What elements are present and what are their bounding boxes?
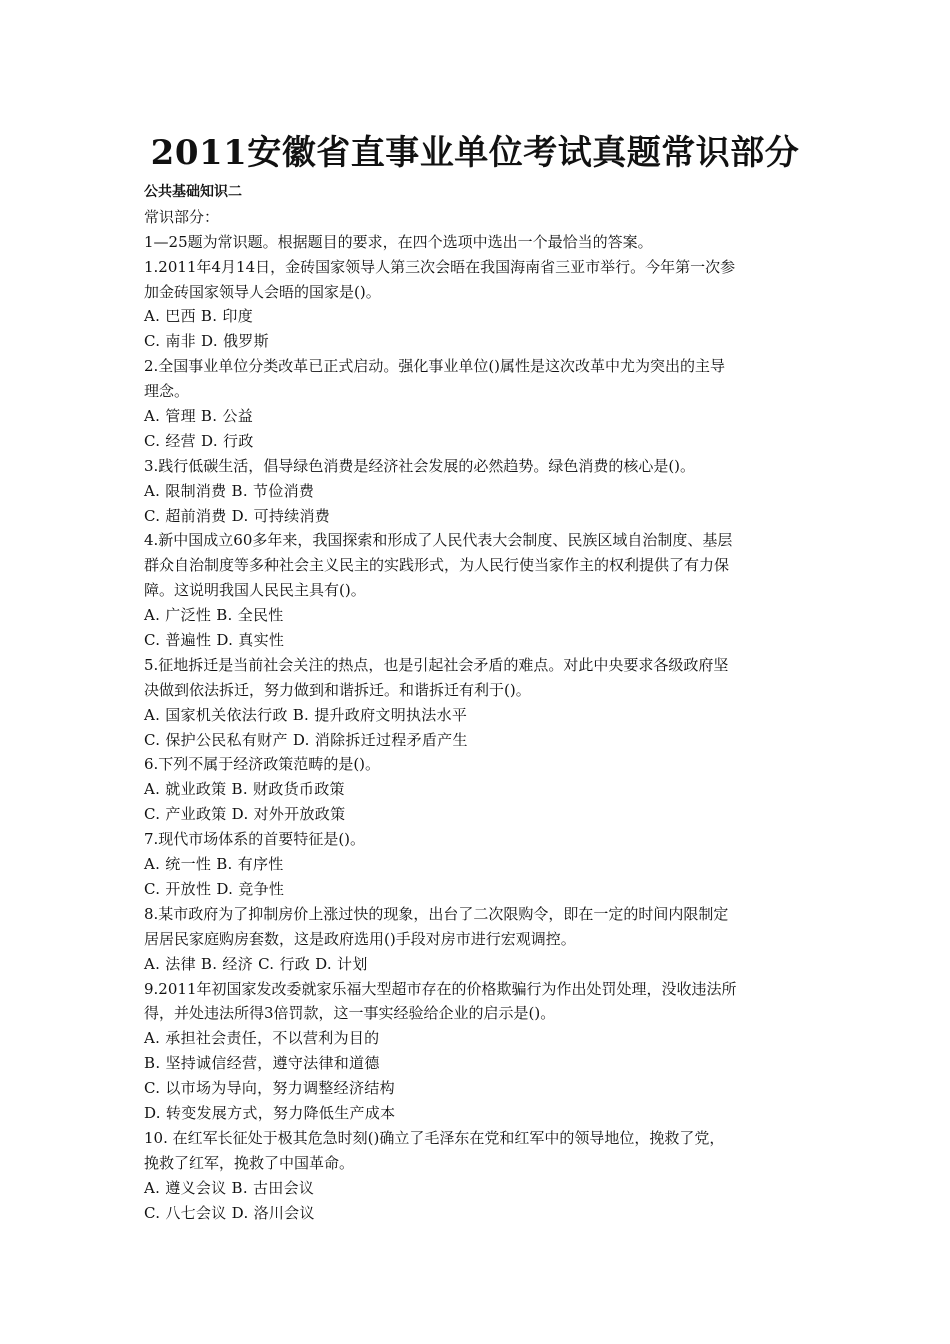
question-item — [144, 528, 820, 652]
question-option-line: A. 承担社会责任，不以营利为目的 — [144, 1029, 380, 1048]
question-stem-line: 5.征地拆迁是当前社会关注的热点，也是引起社会矛盾的难点。对此中央要求各级政府坚 — [144, 655, 729, 674]
question-item — [144, 752, 820, 827]
question-option-line: C. 保护公民私有财产 D. 消除拆迁过程矛盾产生 — [144, 730, 468, 749]
question-option-line: D. 转变发展方式，努力降低生产成本 — [144, 1103, 396, 1122]
question-stem-line: 2.全国事业单位分类改革已正式启动。强化事业单位()属性是这次改革中尤为突出的主导 — [144, 357, 726, 376]
question-option-line: A. 就业政策 B. 财政货币政策 — [144, 780, 345, 799]
question-item — [144, 354, 820, 454]
question-option-line: A. 广泛性 B. 全民性 — [144, 606, 284, 625]
question-option-line: C. 超前消费 D. 可持续消费 — [144, 506, 331, 525]
question-option-line: C. 以市场为导向，努力调整经济结构 — [144, 1079, 395, 1098]
question-option-line: C. 产业政策 D. 对外开放政策 — [144, 805, 346, 824]
question-stem-line: 加金砖国家领导人会晤的国家是()。 — [144, 282, 381, 301]
question-option-line: C. 南非 D. 俄罗斯 — [144, 332, 269, 351]
question-option-line: C. 八七会议 D. 洛川会议 — [144, 1203, 315, 1222]
instruction-text: 1—25题为常识题。根据题目的要求，在四个选项中选出一个最恰当的答案。 — [144, 232, 653, 251]
question-stem-line: 8.某市政府为了抑制房价上涨过快的现象，出台了二次限购令，即在一定的时间内限制定 — [144, 904, 729, 923]
question-stem-line: 居居民家庭购房套数，这是政府选用()手段对房市进行宏观调控。 — [144, 929, 576, 948]
question-stem-line: 理念。 — [144, 382, 190, 401]
question-option-line: A. 统一性 B. 有序性 — [144, 855, 284, 874]
document-body — [144, 180, 820, 1225]
question-item — [144, 977, 820, 1126]
document-title: 2011安徽省直事业单位考试真题常识部分 — [150, 133, 800, 173]
question-stem-line: 7.现代市场体系的首要特征是()。 — [144, 830, 366, 849]
question-item — [144, 1126, 820, 1226]
question-option-line: C. 开放性 D. 竞争性 — [144, 879, 285, 898]
question-stem-line: 挽救了红军，挽救了中国革命。 — [144, 1153, 355, 1172]
question-option-line: C. 经营 D. 行政 — [144, 431, 254, 450]
question-option-line: A. 限制消费 B. 节俭消费 — [144, 481, 315, 500]
question-item — [144, 454, 820, 529]
question-stem-line: 4.新中国成立60多年来，我国探索和形成了人民代表大会制度、民族区域自治制度、基层 — [144, 531, 733, 550]
question-option-line: A. 巴西 B. 印度 — [144, 307, 253, 326]
question-item — [144, 255, 820, 355]
question-stem-line: 决做到依法拆迁，努力做到和谐拆迁。和谐拆迁有利于()。 — [144, 680, 531, 699]
section-heading: 常识部分： — [144, 207, 220, 226]
document-subtitle: 公共基础知识二 — [144, 184, 242, 200]
question-stem-line: 3.践行低碳生活，倡导绿色消费是经济社会发展的必然趋势。绿色消费的核心是()。 — [144, 456, 696, 475]
question-option-line: A. 法律 B. 经济 C. 行政 D. 计划 — [144, 954, 368, 973]
question-stem-line: 6.下列不属于经济政策范畴的是()。 — [144, 755, 381, 774]
question-stem-line: 群众自治制度等多种社会主义民主的实践形式，为人民行使当家作主的权利提供了有力保 — [144, 556, 730, 575]
question-option-line: C. 普遍性 D. 真实性 — [144, 631, 285, 650]
question-item — [144, 827, 820, 902]
question-stem-line: 得，并处违法所得3倍罚款，这一事实经验给企业的启示是()。 — [144, 1004, 556, 1023]
question-stem-line: 1.2011年4月14日，金砖国家领导人第三次会晤在我国海南省三亚市举行。今年第一次参 — [144, 257, 736, 276]
question-item — [144, 653, 820, 753]
question-stem-line: 10. 在红军长征处于极其危急时刻()确立了毛泽东在党和红军中的领导地位，挽救了党， — [144, 1128, 725, 1147]
question-stem-line: 障。这说明我国人民民主具有()。 — [144, 581, 366, 600]
question-option-line: B. 坚持诚信经营，遵守法律和道德 — [144, 1054, 380, 1073]
question-option-line: A. 遵义会议 B. 古田会议 — [144, 1178, 315, 1197]
question-list — [144, 255, 820, 1226]
question-item — [144, 902, 820, 977]
question-stem-line: 9.2011年初国家发改委就家乐福大型超市存在的价格欺骗行为作出处罚处理，没收违法所 — [144, 979, 737, 998]
question-option-line: A. 国家机关依法行政 B. 提升政府文明执法水平 — [144, 705, 468, 724]
question-option-line: A. 管理 B. 公益 — [144, 407, 253, 426]
